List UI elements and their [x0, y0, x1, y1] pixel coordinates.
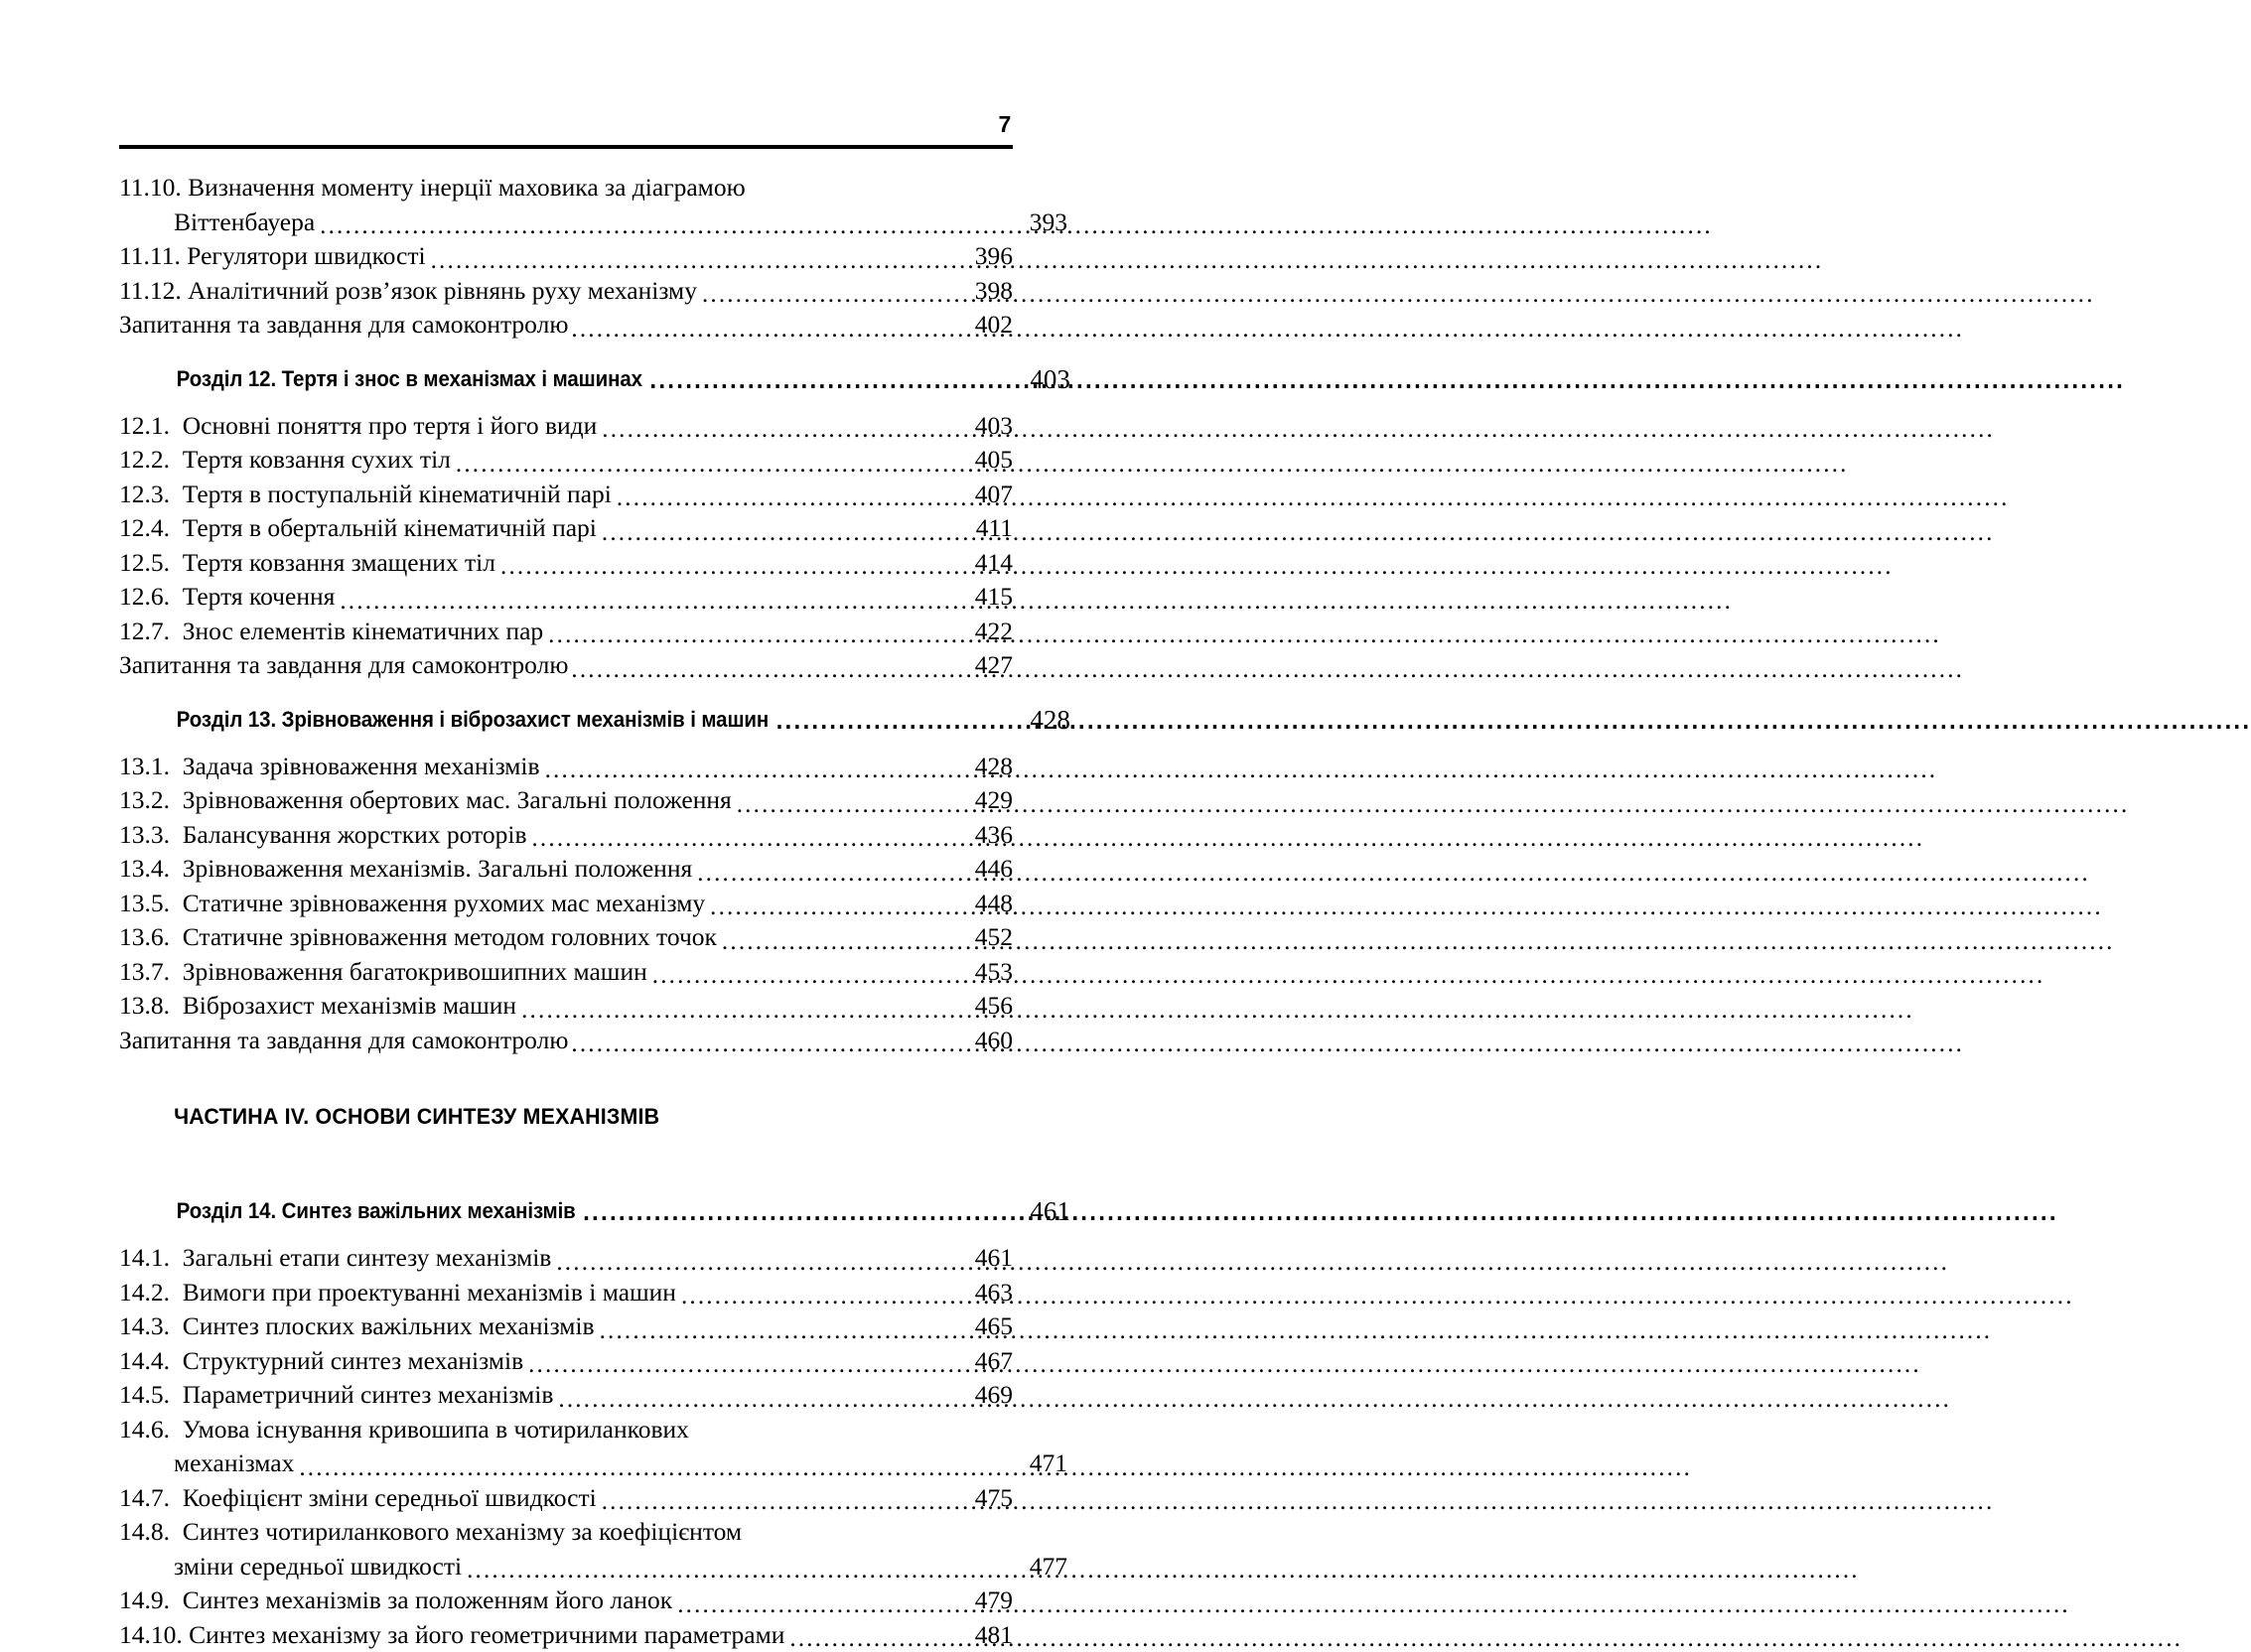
toc-entry[interactable]: [119, 171, 1013, 239]
toc-entry[interactable]: [119, 1413, 1013, 1481]
toc-entry-page-number: 428: [948, 750, 1013, 784]
toc-entry[interactable]: [119, 887, 1013, 921]
page-number-folio: 7: [119, 111, 1013, 137]
toc-entry-continuation-page-number: 471: [1003, 1446, 1067, 1481]
spacer: [119, 1131, 1013, 1174]
toc-entry-page-number: 407: [948, 478, 1013, 512]
toc-entry-page-number: 436: [948, 818, 1013, 853]
toc-entry-page-number: 461: [948, 1241, 1013, 1276]
toc-entry-page-number: 456: [948, 989, 1013, 1024]
toc-entry-continuation-label: зміни середньої швидкості: [174, 1550, 467, 1584]
toc-entry-page-number: 463: [948, 1276, 1013, 1310]
toc-self-check-entry-label: Запитання та завдання для самоконтролю: [119, 648, 571, 683]
toc-entry-label: 13.4. Зрівноваження механізмів. Загальні положення: [119, 852, 697, 887]
toc-entry-label: 14.1. Загальні етапи синтезу механізмів: [119, 1241, 556, 1276]
dot-leader: [431, 248, 948, 274]
dot-leader: [602, 418, 948, 444]
toc-entry[interactable]: [119, 615, 1013, 649]
toc-entry-continuation-page-number: 393: [1003, 206, 1067, 240]
spacer: [119, 1174, 1013, 1197]
spacer: [119, 393, 1013, 409]
toc-entry[interactable]: [119, 783, 1013, 818]
dot-leader: [677, 1592, 948, 1618]
toc-entry[interactable]: [119, 1583, 1013, 1618]
toc-entry-label: 14.7. Коефіцієнт зміни середньої швидкості: [119, 1481, 602, 1516]
toc-chapter-heading[interactable]: [119, 365, 1070, 393]
toc-entry-page-number: 448: [948, 887, 1013, 921]
dot-leader: [571, 317, 948, 343]
toc-entry-page-number: 446: [948, 852, 1013, 887]
toc-entry-page-number: 453: [948, 955, 1013, 990]
dot-leader: [340, 589, 948, 615]
toc-entry[interactable]: [119, 750, 1013, 784]
dot-leader: [545, 758, 948, 784]
toc-entry-label: 12.5. Тертя ковзання змащених тіл: [119, 546, 500, 581]
toc-entry[interactable]: [119, 1618, 1013, 1652]
toc-entry-label: 14.10. Синтез механізму за його геометричними параметрами: [119, 1618, 789, 1652]
dot-leader: [467, 1559, 1003, 1584]
toc-entry[interactable]: [119, 818, 1013, 853]
toc-entry-page-number: 411: [948, 511, 1013, 546]
toc-entry-page-number: 429: [948, 783, 1013, 818]
spacer: [119, 343, 1013, 365]
spacer: [119, 683, 1013, 706]
toc-entry[interactable]: [119, 1276, 1013, 1310]
table-of-contents: [119, 171, 1013, 1652]
toc-self-check-entry-label: Запитання та завдання для самоконтролю: [119, 308, 571, 343]
toc-entry-page-number: 465: [948, 1309, 1013, 1344]
toc-entry-label: 11.11. Регулятори швидкості: [119, 239, 431, 274]
toc-self-check-entry-label: Запитання та завдання для самоконтролю: [119, 1024, 571, 1058]
dot-leader: [722, 929, 948, 955]
dot-leader: [776, 712, 1010, 734]
toc-entry-label: 14.9. Синтез механізмів за положенням його ланок: [119, 1583, 677, 1618]
toc-entry-page-number: 452: [948, 920, 1013, 955]
toc-entry-label: 12.7. Знос елементів кінематичних пар: [119, 615, 548, 649]
spacer: [119, 734, 1013, 750]
dot-leader: [556, 1250, 948, 1276]
toc-entry-label: 13.6. Статичне зрівноваження методом головних точок: [119, 920, 722, 955]
toc-entry-continuation[interactable]: [119, 206, 1067, 240]
toc-entry-label: 13.3. Балансування жорстких роторів: [119, 818, 531, 853]
toc-entry-label: 13.2. Зрівноваження обертових мас. Загальні положення: [119, 783, 737, 818]
dot-leader: [652, 964, 948, 990]
toc-entry-label: 11.10. Визначення моменту інерції маховика за діаграмою: [119, 171, 1013, 206]
toc-entry-page-number: 467: [948, 1344, 1013, 1379]
toc-entry[interactable]: [119, 1481, 1013, 1516]
toc-entry-continuation[interactable]: [119, 1550, 1067, 1584]
toc-self-check-entry-page-number: 402: [948, 308, 1013, 343]
dot-leader: [521, 998, 948, 1024]
dot-leader: [617, 486, 948, 512]
toc-entry[interactable]: [119, 920, 1013, 955]
dot-leader: [710, 895, 948, 921]
spacer: [119, 1225, 1013, 1241]
toc-entry-label: 12.1. Основні поняття про тертя і його види: [119, 409, 602, 444]
toc-entry-label: 13.8. Віброзахист механізмів машин: [119, 989, 521, 1024]
toc-entry-label: 12.4. Тертя в обертальній кінематичній парі: [119, 511, 602, 546]
toc-entry-page-number: 398: [948, 274, 1013, 309]
toc-entry-page-number: 415: [948, 580, 1013, 615]
toc-chapter-heading-label: Розділ 14. Синтез важільних механізмів: [177, 1197, 583, 1225]
toc-entry-label: 11.12. Аналітичний розв’язок рівнянь руху механізму: [119, 274, 702, 309]
dot-leader: [548, 623, 948, 649]
toc-entry-page-number: 469: [948, 1378, 1013, 1413]
dot-leader: [558, 1387, 948, 1413]
toc-entry[interactable]: [119, 239, 1013, 274]
toc-entry[interactable]: [119, 1344, 1013, 1379]
toc-entry-page-number: 422: [948, 615, 1013, 649]
toc-self-check-entry-page-number: 460: [948, 1024, 1013, 1058]
toc-entry-label: 12.2. Тертя ковзання сухих тіл: [119, 443, 456, 478]
toc-self-check-entry[interactable]: [119, 648, 1013, 683]
toc-self-check-entry[interactable]: [119, 308, 1013, 343]
toc-entry[interactable]: [119, 852, 1013, 887]
dot-leader: [702, 283, 948, 309]
toc-self-check-entry[interactable]: [119, 1024, 1013, 1058]
dot-leader: [299, 1455, 1003, 1481]
toc-entry-label: 12.3. Тертя в поступальній кінематичній парі: [119, 478, 617, 512]
dot-leader: [531, 827, 948, 853]
dot-leader: [789, 1627, 948, 1652]
toc-entry-label: 13.5. Статичне зрівноваження рухомих мас механізму: [119, 887, 710, 921]
toc-chapter-heading-label: Розділ 13. Зрівноваження і віброзахист механізмів і машин: [177, 706, 776, 734]
toc-part-heading: ЧАСТИНА IV. ОСНОВИ СИНТЕЗУ МЕХАНІЗМІВ: [119, 1103, 968, 1131]
toc-entry-page-number: 396: [948, 239, 1013, 274]
toc-entry[interactable]: [119, 546, 1013, 581]
toc-entry-continuation-page-number: 477: [1003, 1550, 1067, 1584]
toc-entry-label: 13.7. Зрівноваження багатокривошипних машин: [119, 955, 652, 990]
toc-entry[interactable]: [119, 955, 1013, 990]
dot-leader: [600, 1318, 948, 1344]
dot-leader: [649, 371, 1009, 393]
toc-entry[interactable]: [119, 274, 1013, 309]
toc-entry-page-number: 414: [948, 546, 1013, 581]
toc-entry-page-number: 475: [948, 1481, 1013, 1516]
toc-entry[interactable]: [119, 478, 1013, 512]
toc-entry-continuation-label: Віттенбауера: [174, 206, 320, 240]
toc-entry[interactable]: [119, 511, 1013, 546]
spacer: [119, 1057, 1013, 1103]
toc-entry[interactable]: [119, 580, 1013, 615]
toc-chapter-heading-page-number: 428: [1005, 706, 1070, 734]
dot-leader: [456, 452, 948, 478]
toc-chapter-heading-page-number: 461: [1005, 1197, 1070, 1225]
toc-entry-label: 14.4. Структурний синтез механізмів: [119, 1344, 528, 1379]
dot-leader: [737, 792, 948, 818]
toc-chapter-heading[interactable]: [119, 706, 1070, 734]
dot-leader: [681, 1285, 948, 1310]
toc-entry[interactable]: [119, 989, 1013, 1024]
toc-entry-page-number: 403: [948, 409, 1013, 444]
toc-entry-label: 12.6. Тертя кочення: [119, 580, 340, 615]
toc-self-check-entry-page-number: 427: [948, 648, 1013, 683]
toc-entry[interactable]: [119, 409, 1013, 444]
dot-leader: [697, 861, 948, 887]
toc-entry-label: 13.1. Задача зрівноваження механізмів: [119, 750, 545, 784]
toc-entry-page-number: 405: [948, 443, 1013, 478]
dot-leader: [571, 1032, 948, 1058]
dot-leader: [602, 1490, 948, 1516]
toc-entry-label: 14.8. Синтез чотириланкового механізму за коефіцієнтом: [119, 1515, 1013, 1550]
dot-leader: [571, 657, 948, 683]
dot-leader: [320, 214, 1003, 240]
toc-entry[interactable]: [119, 1241, 1013, 1276]
dot-leader: [528, 1353, 948, 1379]
toc-entry-page-number: 479: [948, 1583, 1013, 1618]
dot-leader: [602, 520, 948, 546]
toc-chapter-heading[interactable]: [119, 1197, 1070, 1225]
toc-entry[interactable]: [119, 443, 1013, 478]
document-page: [0, 0, 1134, 1603]
toc-entry[interactable]: [119, 1378, 1013, 1413]
toc-entry-continuation-label: механізмах: [174, 1446, 299, 1481]
toc-entry-page-number: 481: [948, 1618, 1013, 1652]
dot-leader: [500, 555, 948, 581]
toc-entry[interactable]: [119, 1309, 1013, 1344]
toc-entry-continuation[interactable]: [119, 1446, 1067, 1481]
toc-entry-label: 14.2. Вимоги при проектуванні механізмів і машин: [119, 1276, 681, 1310]
dot-leader: [583, 1203, 1009, 1225]
toc-chapter-heading-page-number: 403: [1005, 365, 1070, 393]
toc-entry-label: 14.3. Синтез плоских важільних механізмів: [119, 1309, 600, 1344]
toc-entry-label: 14.6. Умова існування кривошипа в чотириланкових: [119, 1413, 1013, 1447]
page-header: [119, 111, 1013, 149]
toc-entry-label: 14.5. Параметричний синтез механізмів: [119, 1378, 558, 1413]
toc-entry[interactable]: [119, 1515, 1013, 1583]
toc-chapter-heading-label: Розділ 12. Тертя і знос в механізмах і машинах: [177, 365, 650, 393]
header-rule-divider: [119, 145, 1013, 149]
